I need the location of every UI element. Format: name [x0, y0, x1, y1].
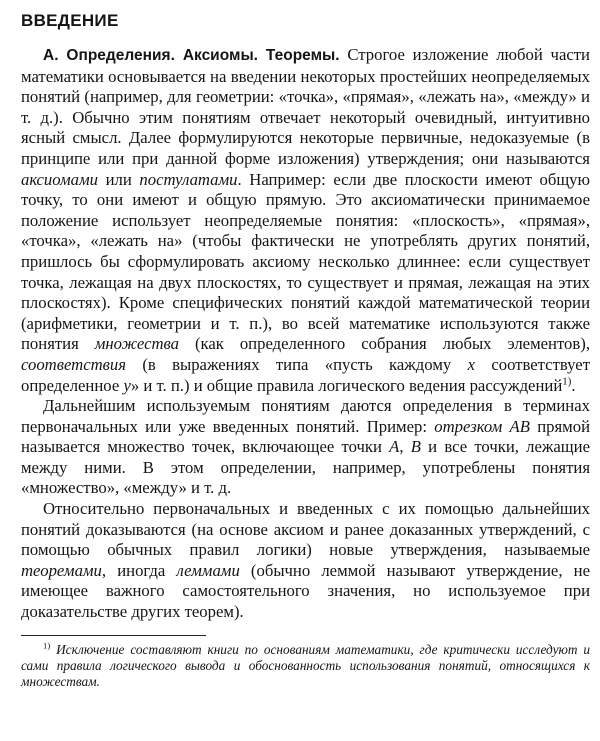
point-b: B	[410, 437, 421, 457]
paragraph-definitions: А. Определения. Аксиомы. Теоремы. Строгое изложение любой части математики основывается на введении некоторых простейших неопределяемых понятий (например, для геометрии: «точка», «прямая», «лежать на», «между» и т. д.). Обычно этим понятиям отвечает некоторый очевидный, интуитивно ясный смысл. Далее формулируются некоторые первичные, недоказуемые (в принципе или при данной форме изложения) утверждения; они называются аксиомами или постулатами. Например: если две плоскости имеют общую точку, то они имеют и общую прямую. Это аксиоматически принимаемое положение использует неопределяемые понятия: «плоскость», «прямая», «точка», «лежать на» (чтобы фактически не употреблять других понятий, пришлось бы сформулировать аксиому несколько длиннее: если существует точка, лежащая на двух плоскостях, то существует и прямая, лежащая на этих плоскостях). Кроме специфических понятий каждой математической теории (арифметики, геометрии и т. п.), во всей математике используются также понятия множества (как определенного собрания любых элементов), соответствия (в выражениях типа «пусть каждому x соответствует определенное y» и т. п.) и общие правила логического ведения рассуждений$^{1)}$.	[21, 45, 590, 395]
chapter-heading: ВВЕДЕНИЕ	[21, 11, 119, 30]
term-postulates: постулатами	[139, 169, 238, 189]
footnote-divider	[21, 635, 206, 636]
term-segment: отрезком AB	[434, 416, 530, 436]
term-correspondence: соответствия	[21, 354, 127, 374]
paragraph-segment-definition: Дальнейшим используемым понятиям даются определения в терминах первоначальных или уже введенных понятий. Пример: отрезком AB прямой называется множество точек, включающее точки A, B и все точки, лежащие между ними. В этом определении, например, употреблены понятия «множество», «между» и т. д.	[21, 396, 590, 498]
variable-y: y	[123, 375, 131, 395]
section-title: А. Определения. Аксиомы. Теоремы.	[43, 47, 340, 64]
point-a: A	[389, 437, 400, 457]
term-sets: множества	[94, 334, 180, 354]
term-theorems: теоремами	[21, 560, 102, 580]
footnote-text: Исключение составляют книги по основаниям математики, где критически исследуют и сами правила логического вывода и обоснованность использования понятий, относящихся к множествам.	[21, 641, 590, 690]
variable-x: x	[467, 354, 475, 374]
term-lemmas: леммами	[176, 560, 240, 580]
footnote-ref: 1)	[562, 374, 572, 387]
term-axioms: аксиомами	[21, 169, 98, 189]
paragraph-theorems: Относительно первоначальных и введенных с их помощью дальнейших понятий доказываются (на основе аксиом и ранее доказанных утверждений, с помощью обычных правил логики) новые утверждения, называемые теоремами, иногда леммами (обычно леммой называют утверждение, не имеющее важного самостоятельного значения, но используемое при доказательстве других теорем).	[21, 499, 590, 622]
footnote	[21, 642, 590, 691]
footnote-mark: 1)	[43, 640, 51, 651]
